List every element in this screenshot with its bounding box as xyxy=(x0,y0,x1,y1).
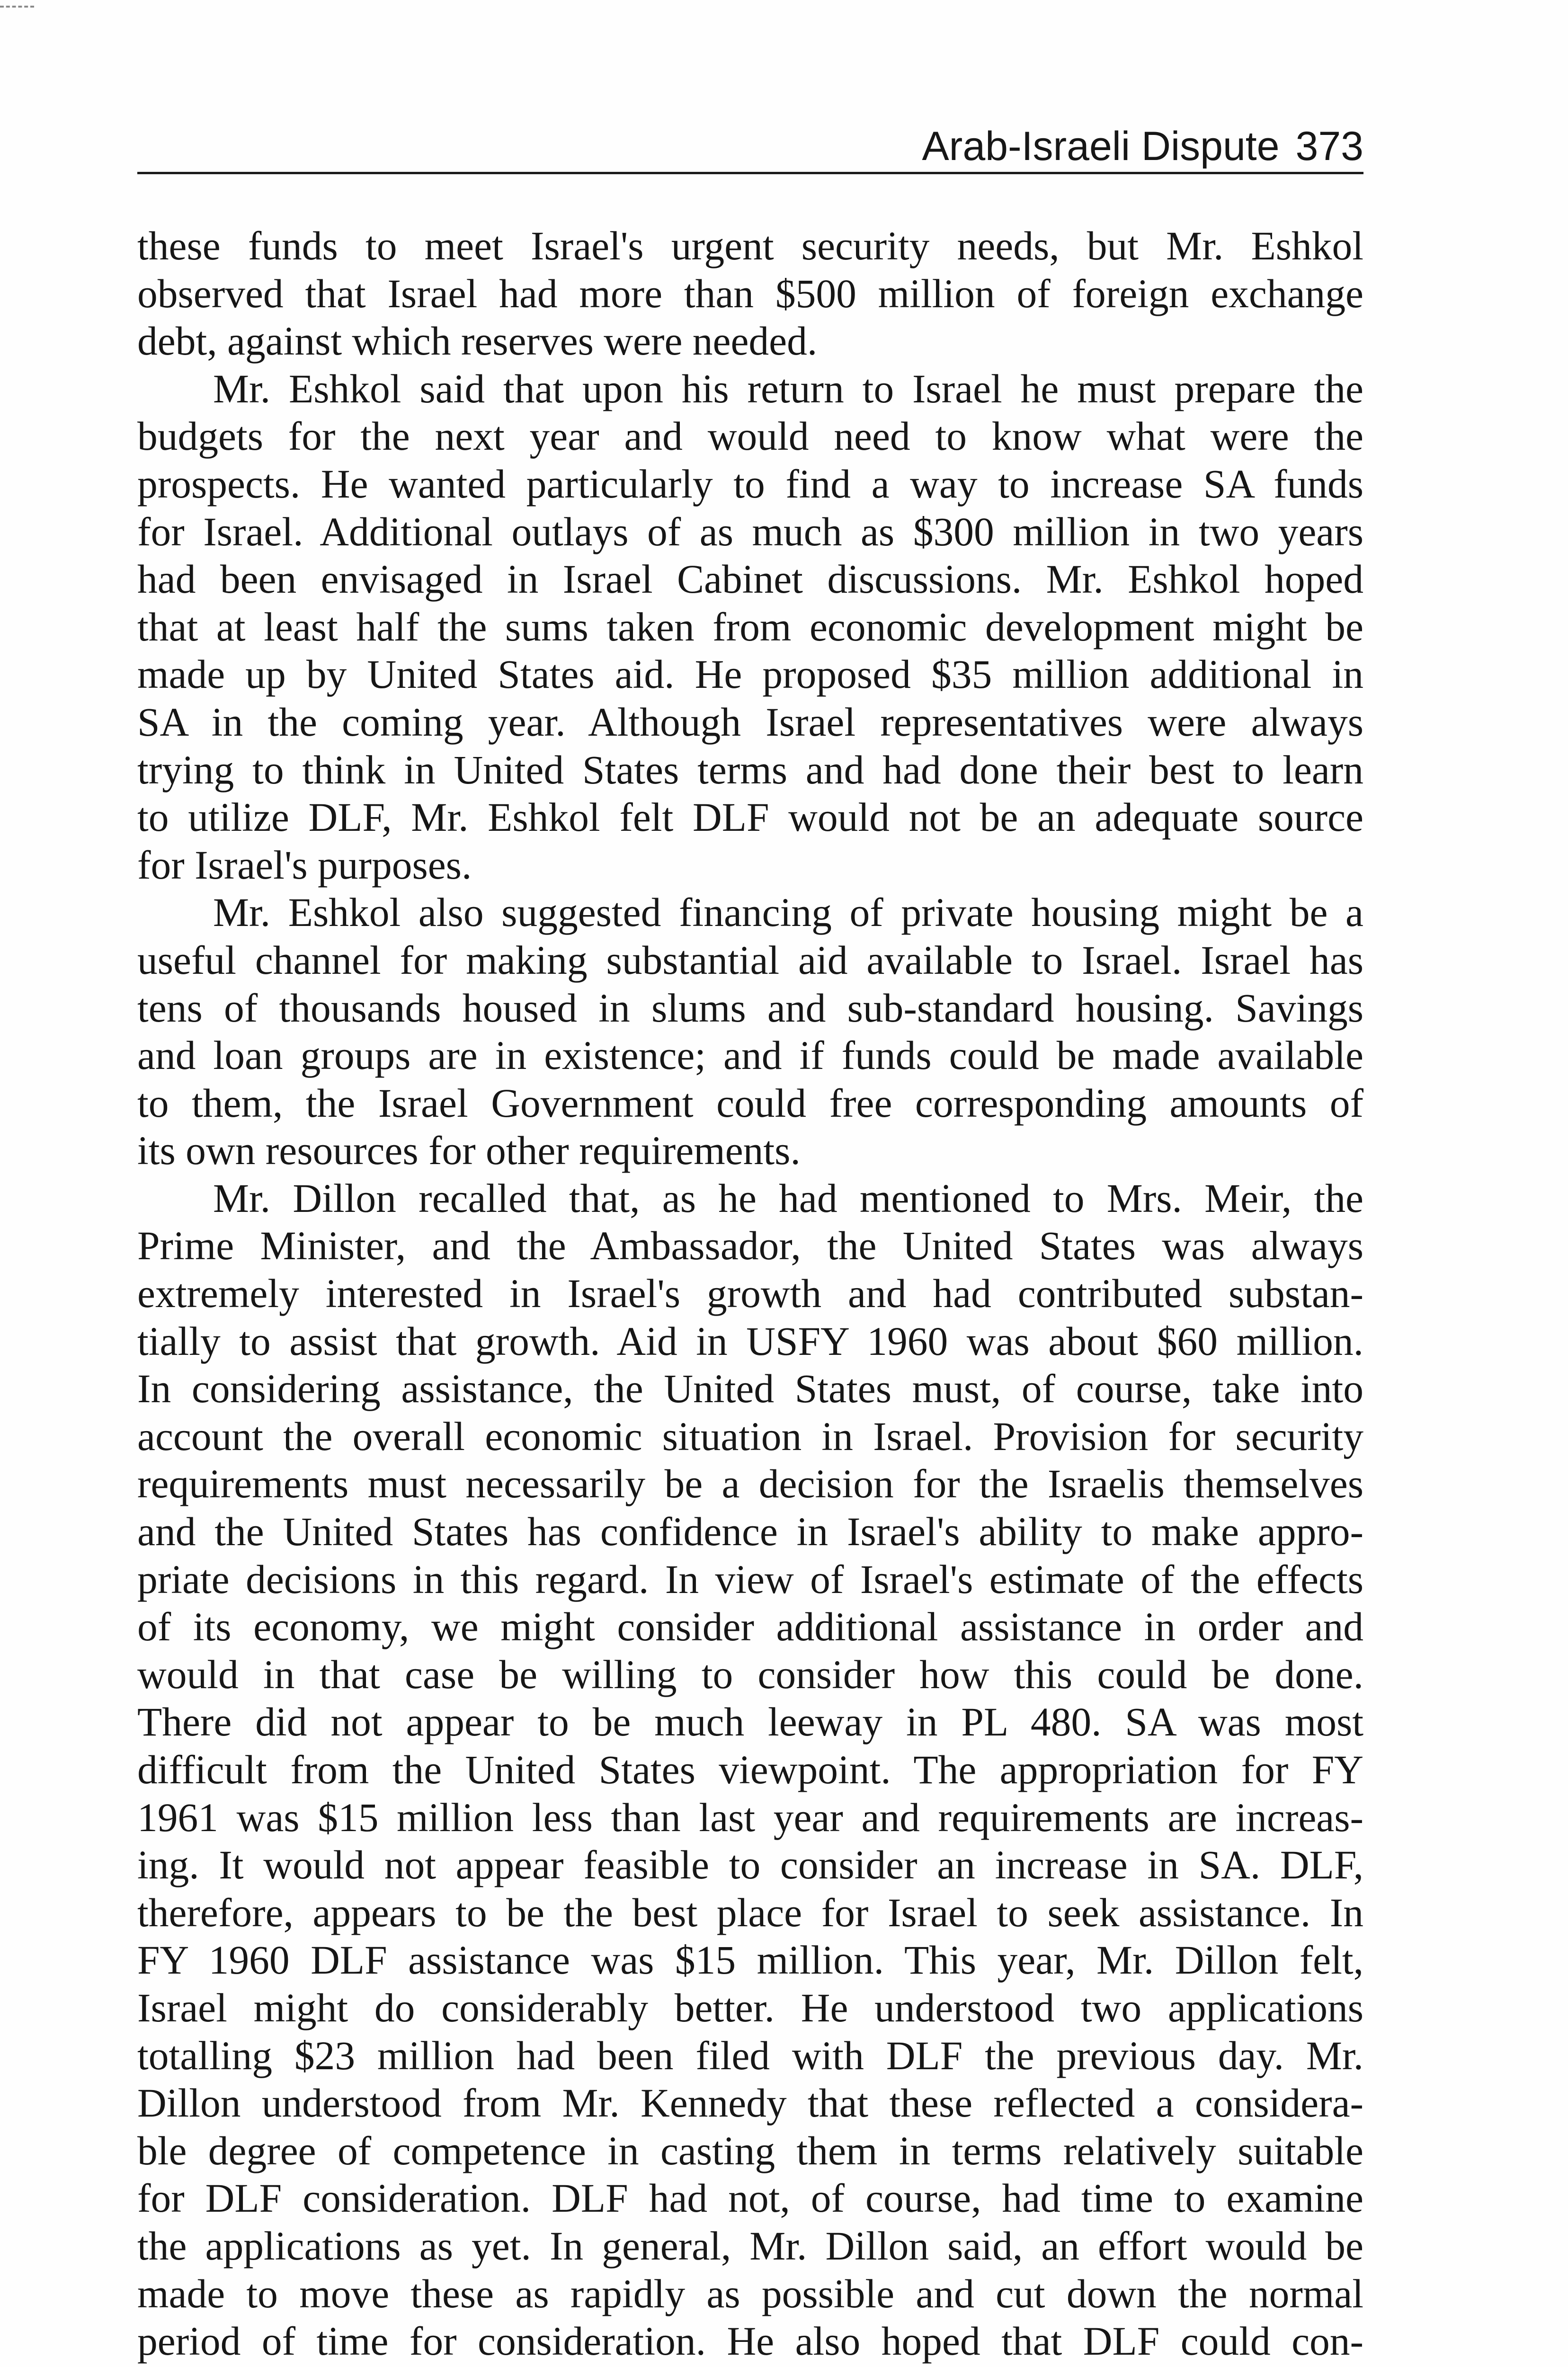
text-line: of its economy, we might consider additional assistance in order and xyxy=(137,1605,1363,1650)
text-line: Dillon understood from Mr. Kennedy that these reflected a considera- xyxy=(137,2081,1363,2126)
text-line: its own resources for other requirements. xyxy=(137,1129,801,1174)
text-line: observed that Israel had more than $500 million of foreign exchange xyxy=(137,271,1363,316)
text-line: account the overall economic situation in Israel. Provision for security xyxy=(137,1414,1363,1459)
text-line: the applications as yet. In general, Mr. Dillon said, an effort would be xyxy=(137,2224,1363,2269)
text-line: trying to think in United States terms and had done their best to learn xyxy=(137,747,1363,792)
text-line: to them, the Israel Government could free corresponding amounts of xyxy=(137,1081,1363,1126)
scan-corner-mark xyxy=(0,6,34,8)
text-line: priate decisions in this regard. In view of Israel's estimate of the effects xyxy=(137,1557,1363,1602)
text-line: tially to assist that growth. Aid in USFY 1960 was about $60 million. xyxy=(137,1319,1363,1364)
text-line: totalling $23 million had been filed with DLF the previous day. Mr. xyxy=(137,2033,1363,2078)
text-line: There did not appear to be much leeway in PL 480. SA was most xyxy=(137,1700,1363,1745)
text-line: Prime Minister, and the Ambassador, the United States was always xyxy=(137,1224,1363,1269)
text-line: debt, against which reserves were needed. xyxy=(137,319,818,364)
text-line: for Israel's purposes. xyxy=(137,843,472,888)
text-line: difficult from the United States viewpoint. The appropriation for FY xyxy=(137,1748,1363,1792)
text-line: made to move these as rapidly as possible and cut down the normal xyxy=(137,2271,1363,2316)
paragraph xyxy=(137,222,1363,365)
text-line: tens of thousands housed in slums and sub-standard housing. Savings xyxy=(137,986,1363,1031)
text-line: Mr. Eshkol also suggested financing of private housing might be a xyxy=(213,890,1363,935)
text-line: and the United States has confidence in Israel's ability to make appro- xyxy=(137,1510,1363,1555)
text-line: period of time for consideration. He also hoped that DLF could con- xyxy=(137,2319,1363,2364)
text-line: prospects. He wanted particularly to find a way to increase SA funds xyxy=(137,462,1363,507)
text-line: that at least half the sums taken from economic development might be xyxy=(137,605,1363,650)
text-line: would in that case be willing to consider how this could be done. xyxy=(137,1652,1363,1697)
text-line: therefore, appears to be the best place for Israel to seek assistance. In xyxy=(137,1890,1363,1935)
paragraph xyxy=(137,889,1363,1175)
text-line: extremely interested in Israel's growth and had contributed substan- xyxy=(137,1272,1363,1317)
running-head xyxy=(137,121,1363,174)
text-line: these funds to meet Israel's urgent security needs, but Mr. Eshkol xyxy=(137,224,1363,268)
text-line: Mr. Eshkol said that upon his return to Israel he must prepare the xyxy=(213,366,1363,411)
text-line: for Israel. Additional outlays of as much as $300 million in two years xyxy=(137,509,1363,554)
running-head-title: Arab-Israeli Dispute xyxy=(922,124,1280,169)
paragraph xyxy=(137,365,1363,890)
text-line: made up by United States aid. He proposed $35 million additional in xyxy=(137,652,1363,697)
page-number: 373 xyxy=(1295,124,1363,169)
text-line: and loan groups are in existence; and if funds could be made available xyxy=(137,1033,1363,1078)
text-line: SA in the coming year. Although Israel representatives were always xyxy=(137,700,1363,745)
text-line: Israel might do considerably better. He understood two applications xyxy=(137,1985,1363,2030)
text-line: requirements must necessarily be a decision for the Israelis themselves xyxy=(137,1462,1363,1507)
text-line: Mr. Dillon recalled that, as he had mentioned to Mrs. Meir, the xyxy=(213,1176,1363,1221)
text-line: useful channel for making substantial aid available to Israel. Israel has xyxy=(137,938,1363,983)
text-line: to utilize DLF, Mr. Eshkol felt DLF would not be an adequate source xyxy=(137,795,1363,840)
text-line: In considering assistance, the United States must, of course, take into xyxy=(137,1367,1363,1412)
text-line: for DLF consideration. DLF had not, of course, had time to examine xyxy=(137,2176,1363,2221)
text-line: budgets for the next year and would need to know what were the xyxy=(137,414,1363,459)
text-line: had been envisaged in Israel Cabinet discussions. Mr. Eshkol hoped xyxy=(137,557,1363,602)
text-line: ble degree of competence in casting them in terms relatively suitable xyxy=(137,2128,1363,2173)
text-line: 1961 was $15 million less than last year and requirements are increas- xyxy=(137,1795,1363,1840)
body-text xyxy=(137,222,1363,2366)
paragraph xyxy=(137,1175,1363,2366)
text-line: ing. It would not appear feasible to consider an increase in SA. DLF, xyxy=(137,1843,1363,1888)
text-line: FY 1960 DLF assistance was $15 million. This year, Mr. Dillon felt, xyxy=(137,1938,1363,1983)
